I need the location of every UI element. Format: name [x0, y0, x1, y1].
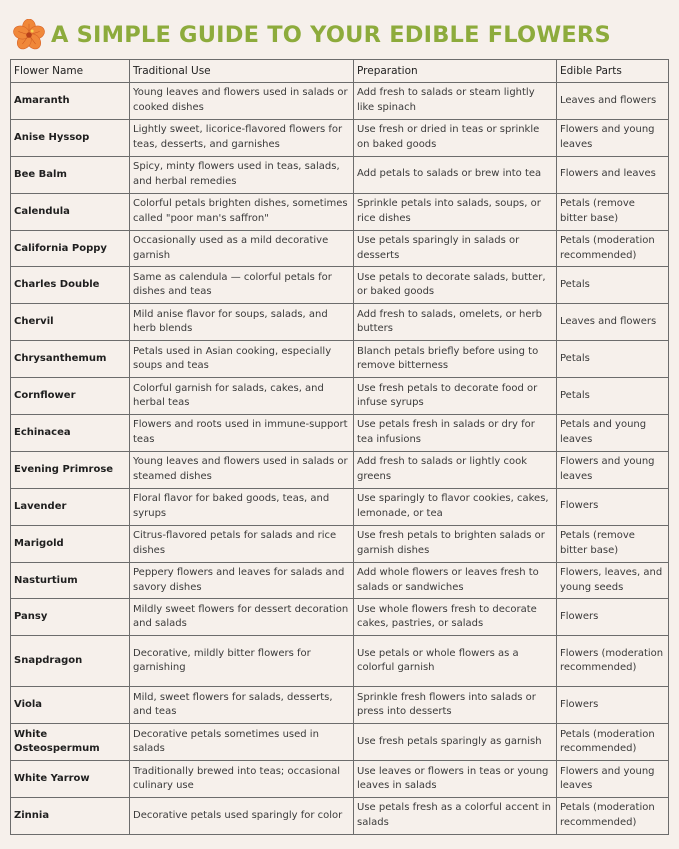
traditional-use-cell: Young leaves and flowers used in salads or cooked dishes: [130, 83, 354, 120]
edible-parts-cell: Flowers (moderation recommended): [557, 636, 669, 687]
edible-parts-cell: Petals (moderation recommended): [557, 798, 669, 835]
traditional-use-cell: Petals used in Asian cooking, especially soups and teas: [130, 341, 354, 378]
edible-parts-cell: Flowers and young leaves: [557, 119, 669, 156]
traditional-use-cell: Citrus-flavored petals for salads and rice dishes: [130, 525, 354, 562]
preparation-cell: Use petals fresh as a colorful accent in salads: [354, 798, 557, 835]
preparation-cell: Use fresh or dried in teas or sprinkle on baked goods: [354, 119, 557, 156]
table-row: [11, 267, 669, 304]
edible-parts-cell: Leaves and flowers: [557, 304, 669, 341]
flower-name-cell: Evening Primrose: [11, 451, 130, 488]
table-row: [11, 230, 669, 267]
table-row: [11, 798, 669, 835]
traditional-use-cell: Same as calendula — colorful petals for dishes and teas: [130, 267, 354, 304]
edible-parts-cell: Petals (moderation recommended): [557, 230, 669, 267]
edible-parts-cell: Petals: [557, 267, 669, 304]
preparation-cell: Use fresh petals to brighten salads or garnish dishes: [354, 525, 557, 562]
traditional-use-cell: Lightly sweet, licorice-flavored flowers for teas, desserts, and garnishes: [130, 119, 354, 156]
table-row: [11, 488, 669, 525]
preparation-cell: Blanch petals briefly before using to remove bitterness: [354, 341, 557, 378]
preparation-cell: Use petals fresh in salads or dry for tea infusions: [354, 415, 557, 452]
page-header: [13, 16, 611, 54]
traditional-use-cell: Decorative petals used sparingly for color: [130, 798, 354, 835]
traditional-use-cell: Mild anise flavor for soups, salads, and herb blends: [130, 304, 354, 341]
preparation-cell: Use leaves or flowers in teas or young leaves in salads: [354, 761, 557, 798]
flower-name-cell: Amaranth: [11, 83, 130, 120]
flower-name-cell: Nasturtium: [11, 562, 130, 599]
preparation-cell: Add whole flowers or leaves fresh to salads or sandwiches: [354, 562, 557, 599]
flower-name-cell: Bee Balm: [11, 156, 130, 193]
edible-parts-cell: Leaves and flowers: [557, 83, 669, 120]
preparation-cell: Add fresh to salads, omelets, or herb butters: [354, 304, 557, 341]
traditional-use-cell: Spicy, minty flowers used in teas, salads, and herbal remedies: [130, 156, 354, 193]
flower-name-cell: White Yarrow: [11, 761, 130, 798]
preparation-cell: Use petals sparingly in salads or desserts: [354, 230, 557, 267]
flower-name-cell: Chrysanthemum: [11, 341, 130, 378]
edible-parts-cell: Petals: [557, 341, 669, 378]
table-row: [11, 562, 669, 599]
preparation-cell: Sprinkle fresh flowers into salads or press into desserts: [354, 687, 557, 724]
table-row: [11, 687, 669, 724]
flower-name-cell: Anise Hyssop: [11, 119, 130, 156]
traditional-use-cell: Decorative, mildly bitter flowers for garnishing: [130, 636, 354, 687]
edible-parts-cell: Petals and young leaves: [557, 415, 669, 452]
flower-name-cell: Marigold: [11, 525, 130, 562]
table-row: [11, 341, 669, 378]
table-header-row: [11, 60, 669, 83]
flower-name-cell: Pansy: [11, 599, 130, 636]
flower-name-cell: White Osteospermum: [11, 724, 130, 761]
table-row: [11, 724, 669, 761]
edible-parts-cell: Flowers, leaves, and young seeds: [557, 562, 669, 599]
flower-name-cell: California Poppy: [11, 230, 130, 267]
flower-name-cell: Chervil: [11, 304, 130, 341]
traditional-use-cell: Traditionally brewed into teas; occasional culinary use: [130, 761, 354, 798]
table-row: [11, 636, 669, 687]
flower-name-cell: Lavender: [11, 488, 130, 525]
edible-parts-cell: Flowers and leaves: [557, 156, 669, 193]
edible-parts-cell: Flowers and young leaves: [557, 761, 669, 798]
flower-name-cell: Echinacea: [11, 415, 130, 452]
column-header-flower-name: Flower Name: [11, 60, 130, 83]
preparation-cell: Use petals to decorate salads, butter, or baked goods: [354, 267, 557, 304]
traditional-use-cell: Colorful garnish for salads, cakes, and herbal teas: [130, 378, 354, 415]
traditional-use-cell: Flowers and roots used in immune-support teas: [130, 415, 354, 452]
column-header-edible-parts: Edible Parts: [557, 60, 669, 83]
preparation-cell: Add petals to salads or brew into tea: [354, 156, 557, 193]
flower-name-cell: Snapdragon: [11, 636, 130, 687]
table-row: [11, 599, 669, 636]
preparation-cell: Use fresh petals to decorate food or infuse syrups: [354, 378, 557, 415]
flower-name-cell: Zinnia: [11, 798, 130, 835]
table-row: [11, 525, 669, 562]
flower-name-cell: Viola: [11, 687, 130, 724]
table-row: [11, 156, 669, 193]
flower-name-cell: Calendula: [11, 193, 130, 230]
column-header-traditional-use: Traditional Use: [130, 60, 354, 83]
preparation-cell: Use whole flowers fresh to decorate cakes, pastries, or salads: [354, 599, 557, 636]
preparation-cell: Add fresh to salads or lightly cook greens: [354, 451, 557, 488]
traditional-use-cell: Decorative petals sometimes used in salads: [130, 724, 354, 761]
table-row: [11, 451, 669, 488]
traditional-use-cell: Mild, sweet flowers for salads, desserts, and teas: [130, 687, 354, 724]
preparation-cell: Sprinkle petals into salads, soups, or rice dishes: [354, 193, 557, 230]
preparation-cell: Use petals or whole flowers as a colorful garnish: [354, 636, 557, 687]
edible-parts-cell: Flowers: [557, 687, 669, 724]
edible-flowers-table: [10, 59, 669, 835]
table-row: [11, 415, 669, 452]
edible-parts-cell: Flowers: [557, 488, 669, 525]
flower-name-cell: Cornflower: [11, 378, 130, 415]
page-title: A SIMPLE GUIDE TO YOUR EDIBLE FLOWERS: [51, 22, 611, 48]
table-row: [11, 378, 669, 415]
edible-parts-cell: Petals (remove bitter base): [557, 525, 669, 562]
preparation-cell: Use fresh petals sparingly as garnish: [354, 724, 557, 761]
table-row: [11, 193, 669, 230]
table-row: [11, 119, 669, 156]
edible-parts-cell: Petals (remove bitter base): [557, 193, 669, 230]
traditional-use-cell: Mildly sweet flowers for dessert decoration and salads: [130, 599, 354, 636]
preparation-cell: Add fresh to salads or steam lightly like spinach: [354, 83, 557, 120]
traditional-use-cell: Floral flavor for baked goods, teas, and syrups: [130, 488, 354, 525]
flower-name-cell: Charles Double: [11, 267, 130, 304]
edible-parts-cell: Petals (moderation recommended): [557, 724, 669, 761]
edible-parts-cell: Flowers and young leaves: [557, 451, 669, 488]
hibiscus-flower-icon: [13, 19, 45, 51]
edible-parts-cell: Flowers: [557, 599, 669, 636]
table-row: [11, 83, 669, 120]
traditional-use-cell: Occasionally used as a mild decorative garnish: [130, 230, 354, 267]
table-row: [11, 304, 669, 341]
traditional-use-cell: Peppery flowers and leaves for salads and savory dishes: [130, 562, 354, 599]
column-header-preparation: Preparation: [354, 60, 557, 83]
edible-parts-cell: Petals: [557, 378, 669, 415]
table-row: [11, 761, 669, 798]
preparation-cell: Use sparingly to flavor cookies, cakes, lemonade, or tea: [354, 488, 557, 525]
traditional-use-cell: Colorful petals brighten dishes, sometimes called "poor man's saffron": [130, 193, 354, 230]
traditional-use-cell: Young leaves and flowers used in salads or steamed dishes: [130, 451, 354, 488]
